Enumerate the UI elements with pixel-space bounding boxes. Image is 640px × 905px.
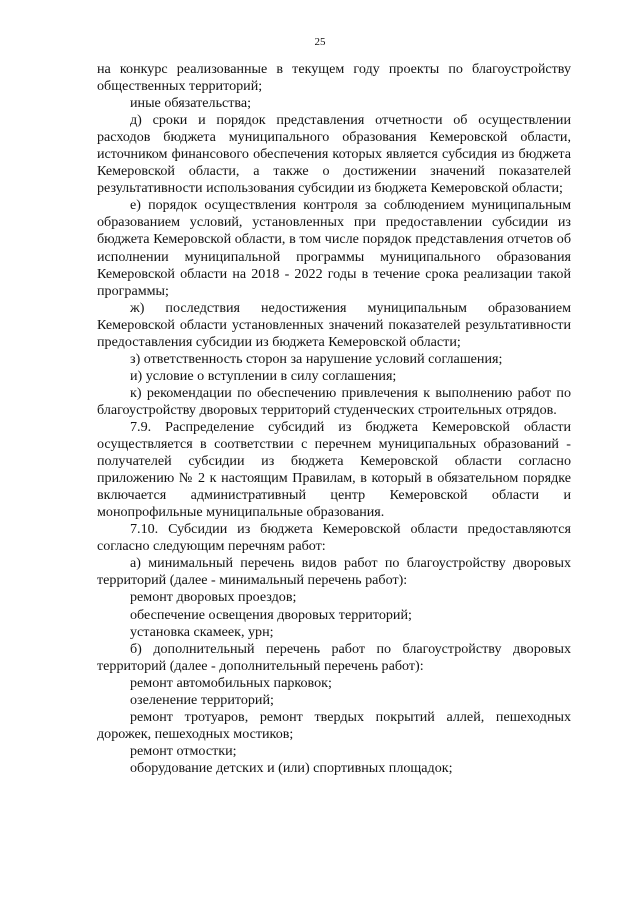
- paragraph: з) ответственность сторон за нарушение условий соглашения;: [130, 350, 503, 367]
- paragraph: ремонт автомобильных парковок;: [130, 674, 332, 691]
- paragraph: озеленение территорий;: [130, 691, 274, 708]
- paragraph: ремонт дворовых проездов;: [130, 589, 297, 606]
- paragraph: к) рекомендации по обеспечению привлечения к выполнению работ по благоустройству дворовых территорий студенческих строительных отрядов.: [97, 384, 571, 418]
- paragraph: е) порядок осуществления контроля за соблюдением муниципальным образованием условий, установленных при предоставлении субсидии из бюджета Кемеровской области, в том числе порядок представления отчетов об исполнении муниципальной программы муниципального образования Кемеровской области на 2018 - 2022 годы в течение срока реализации такой программы;: [97, 197, 571, 299]
- document-body: [97, 61, 571, 777]
- paragraph: 7.9. Распределение субсидий из бюджета Кемеровской области осуществляется в соответствии с перечнем муниципальных образований - получателей субсидии из бюджета Кемеровской области согласно приложению № 2 к настоящим Правилам, в который в обязательном порядке включается административный центр Кемеровской области и монопрофильные муниципальные образования.: [97, 418, 571, 521]
- paragraph: а) минимальный перечень видов работ по благоустройству дворовых территорий (далее - минимальный перечень работ):: [97, 555, 571, 589]
- paragraph: д) сроки и порядок представления отчетности об осуществлении расходов бюджета муниципального образования Кемеровской области, источником финансового обеспечения которых является субсидия из бюджета Кемеровской области, а также о достижении значений показателей результативности использования субсидии из бюджета Кемеровской области;: [97, 112, 571, 197]
- paragraph: и) условие о вступлении в силу соглашения;: [130, 367, 397, 384]
- paragraph: на конкурс реализованные в текущем году проекты по благоустройству общественных территорий;: [97, 61, 571, 95]
- paragraph: ж) последствия недостижения муниципальным образованием Кемеровской области установленных значений показателей результативности предоставления субсидии из бюджета Кемеровской области;: [97, 299, 571, 350]
- paragraph: ремонт отмостки;: [130, 742, 237, 759]
- paragraph: ремонт тротуаров, ремонт твердых покрытий аллей, пешеходных дорожек, пешеходных мостиков;: [97, 708, 571, 742]
- paragraph: б) дополнительный перечень работ по благоустройству дворовых территорий (далее - дополнительный перечень работ):: [97, 640, 571, 674]
- paragraph: оборудование детских и (или) спортивных площадок;: [130, 759, 453, 776]
- page-number: 25: [314, 36, 326, 48]
- paragraph: 7.10. Субсидии из бюджета Кемеровской области предоставляются согласно следующим перечням работ:: [97, 521, 571, 555]
- paragraph: иные обязательства;: [130, 95, 252, 112]
- paragraph: установка скамеек, урн;: [130, 623, 274, 640]
- paragraph: обеспечение освещения дворовых территорий;: [130, 606, 412, 623]
